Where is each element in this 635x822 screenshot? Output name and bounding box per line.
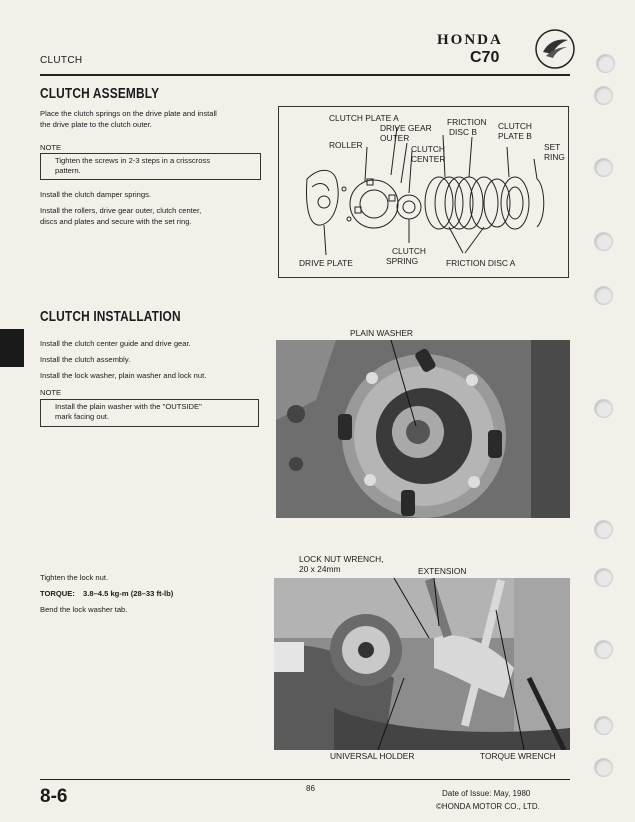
binder-hole bbox=[596, 54, 615, 73]
text-line: OUTER bbox=[380, 132, 410, 143]
installation-paragraph: Install the clutch center guide and drive gear. bbox=[40, 339, 191, 348]
binder-hole bbox=[594, 232, 613, 251]
torque-spec bbox=[40, 589, 173, 600]
label-plain-washer: PLAIN WASHER bbox=[350, 328, 413, 338]
text-line: Install the rollers, drive gear outer, clutch center, bbox=[40, 206, 202, 215]
installation-paragraph: Install the lock washer, plain washer and lock nut. bbox=[40, 371, 207, 380]
installation-paragraph: Install the clutch assembly. bbox=[40, 355, 131, 364]
issue-date: Date of Issue: May, 1980 bbox=[442, 789, 531, 798]
assembly-paragraph bbox=[40, 206, 275, 227]
binder-hole bbox=[594, 568, 613, 587]
binder-hole bbox=[594, 399, 613, 418]
text-line: Place the clutch springs on the drive plate and install bbox=[40, 109, 217, 118]
binder-hole bbox=[594, 758, 613, 777]
text-line: 20 x 24mm bbox=[299, 563, 341, 574]
binder-hole bbox=[594, 86, 613, 105]
text-line: the drive plate to the clutch outer. bbox=[40, 119, 152, 129]
torque-label: TORQUE: bbox=[40, 589, 75, 598]
label-torque-wrench: TORQUE WRENCH bbox=[480, 751, 556, 761]
note-label: NOTE bbox=[40, 143, 62, 152]
page-section-number: 8-6 bbox=[40, 786, 68, 807]
exploded-diagram bbox=[278, 106, 569, 278]
text-line: mark facing out. bbox=[55, 412, 110, 422]
text-line: CLUTCH bbox=[411, 144, 445, 154]
text-line: LOCK NUT WRENCH, bbox=[299, 554, 384, 564]
torque-value: 3.8–4.5 kg-m (28–33 ft-lb) bbox=[83, 589, 174, 598]
text-line: PLATE B bbox=[498, 130, 532, 141]
section-title: CLUTCH bbox=[40, 55, 83, 66]
text-line: DRIVE GEAR bbox=[380, 123, 432, 133]
clutch-installed-photo bbox=[276, 340, 570, 518]
label-clutch-spring bbox=[386, 247, 426, 266]
text-line: FRICTION bbox=[447, 117, 487, 127]
text-line: RING bbox=[544, 151, 565, 162]
text-line: SET bbox=[544, 142, 561, 152]
text-line: CLUTCH bbox=[392, 246, 426, 256]
assembly-paragraph: Install the clutch damper springs. bbox=[40, 190, 152, 199]
label-drive-gear-outer bbox=[380, 124, 432, 143]
brand-logo-text: HONDA bbox=[437, 32, 503, 48]
note-label: NOTE bbox=[40, 388, 62, 397]
binder-hole bbox=[594, 158, 613, 177]
torque-paragraph: Tighten the lock nut. bbox=[40, 573, 109, 582]
label-lock-nut-wrench bbox=[299, 555, 384, 574]
torque-wrench-photo bbox=[274, 578, 570, 750]
section-tab bbox=[0, 329, 24, 367]
label-drive-plate: DRIVE PLATE bbox=[299, 258, 353, 268]
header-rule bbox=[40, 74, 570, 76]
text-line: CENTER bbox=[411, 153, 446, 164]
binder-hole bbox=[594, 520, 613, 539]
installation-note bbox=[40, 399, 259, 427]
text-line: Install the plain washer with the "OUTSIDE" bbox=[55, 402, 202, 411]
torque-photo-illustration bbox=[274, 578, 570, 750]
wing-logo-icon bbox=[534, 28, 576, 70]
installation-heading: CLUTCH INSTALLATION bbox=[40, 309, 181, 325]
assembly-note bbox=[40, 153, 261, 180]
binder-hole bbox=[594, 286, 613, 305]
label-universal-holder: UNIVERSAL HOLDER bbox=[330, 751, 415, 761]
label-set-ring bbox=[544, 143, 565, 162]
label-roller: ROLLER bbox=[329, 140, 363, 150]
assembly-paragraph bbox=[40, 109, 275, 130]
clutch-photo-illustration bbox=[276, 340, 570, 518]
text-line: discs and plates and secure with the set ring. bbox=[40, 216, 192, 226]
text-line: Tighten the screws in 2-3 steps in a crisscross bbox=[55, 156, 211, 165]
label-extension: EXTENSION bbox=[418, 566, 467, 576]
text-line: pattern. bbox=[55, 166, 81, 176]
copyright: ©HONDA MOTOR CO., LTD. bbox=[436, 802, 540, 811]
binder-hole bbox=[594, 716, 613, 735]
label-clutch-plate-b bbox=[498, 122, 532, 141]
page-number: 86 bbox=[306, 784, 315, 793]
binder-hole bbox=[594, 640, 613, 659]
text-line: DISC B bbox=[449, 126, 477, 137]
model-name: C70 bbox=[470, 49, 500, 66]
torque-paragraph: Bend the lock washer tab. bbox=[40, 605, 128, 614]
text-line: SPRING bbox=[386, 255, 419, 266]
label-friction-disc-b bbox=[447, 118, 487, 137]
text-line: CLUTCH bbox=[498, 121, 532, 131]
assembly-heading: CLUTCH ASSEMBLY bbox=[40, 86, 160, 102]
label-friction-disc-a: FRICTION DISC A bbox=[446, 258, 516, 268]
footer-rule bbox=[40, 779, 570, 780]
label-clutch-plate-a: CLUTCH PLATE A bbox=[329, 113, 399, 123]
label-clutch-center bbox=[411, 145, 445, 164]
